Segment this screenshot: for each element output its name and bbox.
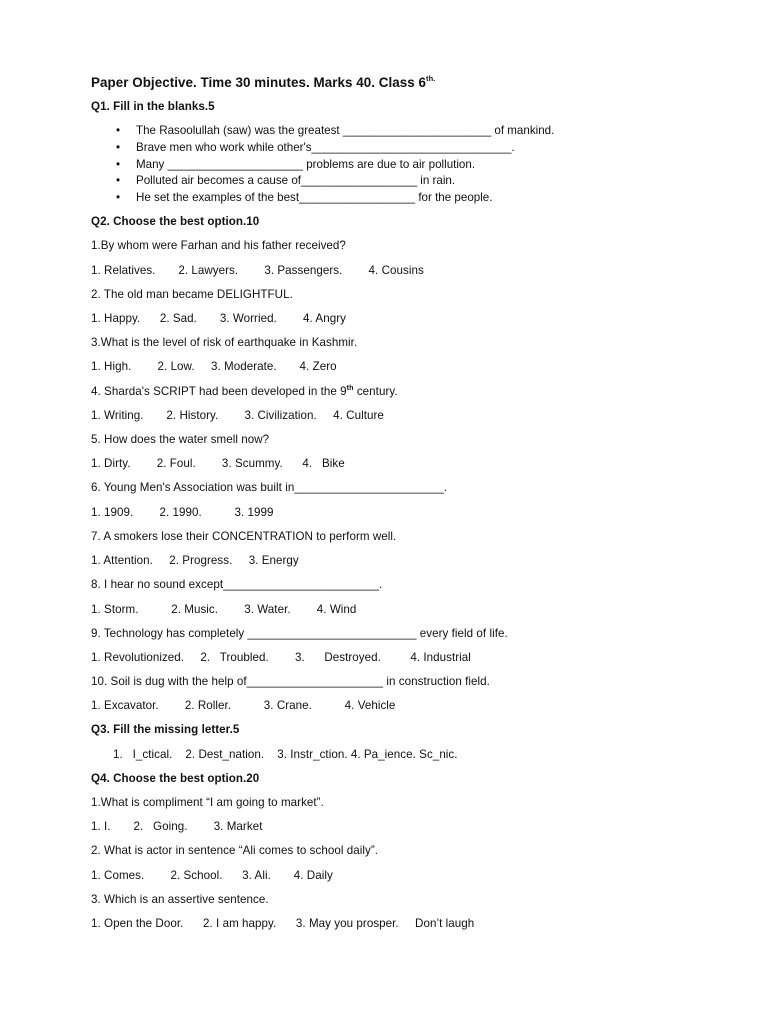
q2-question-3: 3.What is the level of risk of earthquake in Kashmir. <box>91 336 358 349</box>
q4-heading: Q4. Choose the best option.20 <box>91 772 260 785</box>
q4-question-3: 3. Which is an assertive sentence. <box>91 893 269 906</box>
q2-options-5: 1. Dirty. 2. Foul. 3. Scummy. 4. Bike <box>91 457 345 470</box>
q2-question-9: 9. Technology has completely __________________________ every field of life. <box>91 627 508 640</box>
q4-options-2: 1. Comes. 2. School. 3. Ali. 4. Daily <box>91 869 333 882</box>
q2-options-2: 1. Happy. 2. Sad. 3. Worried. 4. Angry <box>91 312 346 325</box>
q2-question-4: 4. Sharda's SCRIPT had been developed in the 9th century. <box>91 383 398 398</box>
q2-question-8: 8. I hear no sound except________________________. <box>91 578 383 591</box>
q2-options-4: 1. Writing. 2. History. 3. Civilization. 4. Culture <box>91 409 384 422</box>
q2-options-6: 1. 1909. 2. 1990. 3. 1999 <box>91 506 274 519</box>
bullet-icon: • <box>116 191 121 204</box>
q1-bullet-5: • He set the examples of the best__________________ for the people. <box>116 191 493 204</box>
q4-options-1: 1. I. 2. Going. 3. Market <box>91 820 263 833</box>
bullet-icon: • <box>116 158 121 171</box>
class-suffix: th. <box>426 74 436 83</box>
bullet-icon: • <box>116 174 121 187</box>
q2-options-8: 1. Storm. 2. Music. 3. Water. 4. Wind <box>91 603 357 616</box>
q2-options-9: 1. Revolutionized. 2. Troubled. 3. Destroyed. 4. Industrial <box>91 651 471 664</box>
q3-heading: Q3. Fill the missing letter.5 <box>91 723 240 736</box>
q1-bullet-4: • Polluted air becomes a cause of__________________ in rain. <box>116 174 456 187</box>
q2-question-7: 7. A smokers lose their CONCENTRATION to perform well. <box>91 530 397 543</box>
bullet-icon: • <box>116 141 121 154</box>
q1-bullet-2: • Brave men who work while other's_______________________________. <box>116 141 515 154</box>
q2-question-1: 1.By whom were Farhan and his father received? <box>91 239 346 252</box>
q1-bullet-3: • Many _____________________ problems are due to air pollution. <box>116 158 476 171</box>
q2-options-1: 1. Relatives. 2. Lawyers. 3. Passengers. 4. Cousins <box>91 264 424 277</box>
q2-heading: Q2. Choose the best option.10 <box>91 215 260 228</box>
q2-options-7: 1. Attention. 2. Progress. 3. Energy <box>91 554 299 567</box>
q1-heading: Q1. Fill in the blanks.5 <box>91 100 215 113</box>
q2-question-6: 6. Young Men's Association was built in_______________________. <box>91 481 448 494</box>
paper-title: Paper Objective. Time 30 minutes. Marks 40. Class $6^{th.}$ <box>91 74 436 90</box>
q2-question-5: 5. How does the water smell now? <box>91 433 270 446</box>
q4-options-3: 1. Open the Door. 2. I am happy. 3. May you prosper. Don’t laugh <box>91 917 475 930</box>
q2-question-2: 2. The old man became DELIGHTFUL. <box>91 288 293 301</box>
q2-question-10: 10. Soil is dug with the help of_____________________ in construction field. <box>91 675 490 688</box>
q2-options-10: 1. Excavator. 2. Roller. 3. Crane. 4. Vehicle <box>91 699 396 712</box>
bullet-icon: • <box>116 124 121 137</box>
q4-question-2: 2. What is actor in sentence “Ali comes to school daily”. <box>91 844 379 857</box>
q4-question-1: 1.What is compliment “I am going to market”. <box>91 796 324 809</box>
q2-options-3: 1. High. 2. Low. 3. Moderate. 4. Zero <box>91 360 337 373</box>
q1-bullet-1: • The Rasoolullah (saw) was the greatest _______________________ of mankind. <box>116 124 555 137</box>
q3-items: 1. I_ctical. 2. Dest_nation. 3. Instr_ction. 4. Pa_ience. Sc_nic. <box>113 748 458 761</box>
